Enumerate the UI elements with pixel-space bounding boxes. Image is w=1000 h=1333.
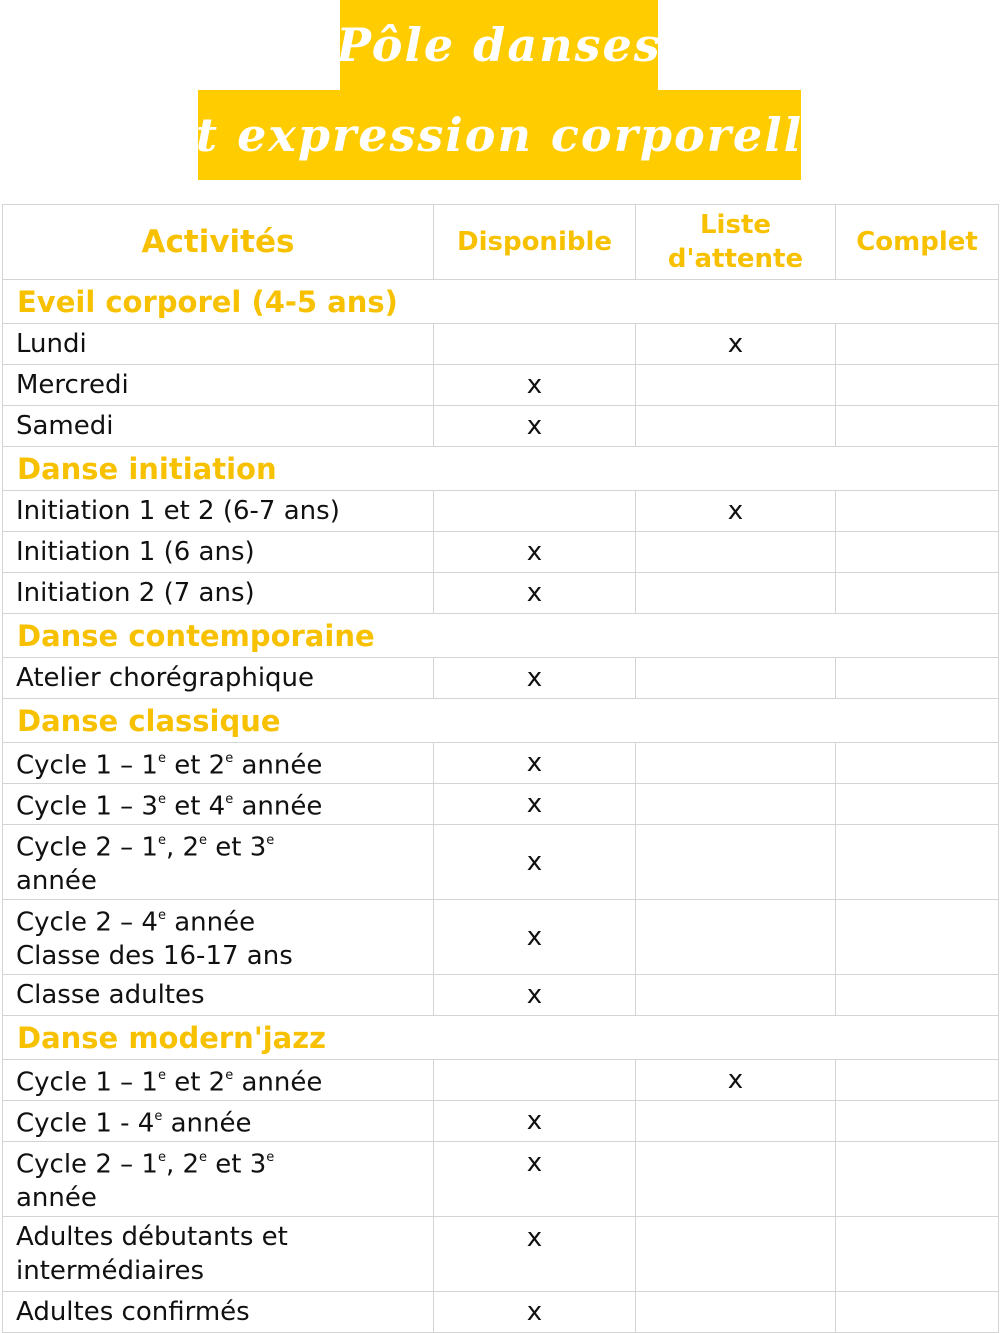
section-row	[3, 614, 999, 658]
section-row	[3, 280, 999, 324]
activity-name-part: et 2	[165, 750, 226, 781]
activity-name-part: et 2	[165, 1067, 226, 1098]
activity-name	[3, 784, 434, 825]
activity-name-part: Cycle 1 – 1	[16, 1067, 158, 1098]
activity-name-part: Cycle 2 – 1	[16, 1149, 158, 1180]
table-row	[3, 900, 999, 975]
cell-full	[836, 573, 999, 614]
activity-name-part: Cycle 2 – 4	[16, 907, 158, 938]
title-line-2: et expression corporelle	[198, 90, 801, 180]
cell-waitlist	[636, 532, 836, 573]
activity-name-text: Classe adultes	[16, 980, 205, 1010]
cell-available: x	[434, 975, 636, 1016]
activity-name	[3, 406, 434, 447]
ordinal-suffix: e	[157, 750, 166, 766]
table-row	[3, 1101, 999, 1142]
cell-full	[836, 1142, 999, 1217]
cell-waitlist	[636, 743, 836, 784]
section-title: Danse classique	[3, 699, 999, 743]
cell-available	[434, 1060, 636, 1101]
activity-name-text: Initiation 2 (7 ans)	[16, 578, 255, 608]
table-row	[3, 1217, 999, 1292]
cell-available: x	[434, 743, 636, 784]
activity-name-part: Cycle 1 - 4	[16, 1108, 155, 1139]
cell-full	[836, 1101, 999, 1142]
activity-name	[3, 975, 434, 1016]
table-row	[3, 825, 999, 900]
activity-name	[3, 900, 434, 975]
cell-full	[836, 406, 999, 447]
ordinal-suffix: e	[157, 907, 166, 923]
table-row	[3, 1060, 999, 1101]
cell-available: x	[434, 784, 636, 825]
activity-name-part: Cycle 1 – 3	[16, 791, 158, 822]
activity-name-part: et 3	[207, 832, 267, 863]
cell-full	[836, 975, 999, 1016]
activity-name-text: Adultes débutants et	[16, 1222, 288, 1252]
table-row	[3, 658, 999, 699]
cell-full	[836, 658, 999, 699]
activity-name-line2: intermédiaires	[16, 1256, 204, 1286]
table-row	[3, 532, 999, 573]
activity-name	[3, 365, 434, 406]
activity-name-part: , 2	[165, 1149, 200, 1180]
section-title: Danse contemporaine	[3, 614, 999, 658]
section-title: Danse modern'jazz	[3, 1016, 999, 1060]
activity-name-text: Atelier chorégraphique	[16, 663, 315, 693]
activity-name-part: , 2	[165, 832, 200, 863]
cell-full	[836, 324, 999, 365]
activity-name	[3, 1101, 434, 1142]
header-waitlist	[636, 205, 836, 280]
cell-waitlist	[636, 975, 836, 1016]
activity-name-part: Cycle 2 – 1	[16, 832, 158, 863]
activity-name-text: Initiation 1 (6 ans)	[16, 537, 255, 567]
activities-table	[2, 204, 999, 1333]
activity-name-text: Adultes confirmés	[16, 1297, 250, 1327]
cell-waitlist	[636, 658, 836, 699]
activity-name	[3, 491, 434, 532]
activity-name-text: Mercredi	[16, 370, 129, 400]
section-title: Eveil corporel (4-5 ans)	[3, 280, 999, 324]
ordinal-suffix: e	[266, 1149, 275, 1165]
cell-available: x	[434, 1142, 636, 1217]
section-title: Danse initiation	[3, 447, 999, 491]
cell-waitlist: x	[636, 491, 836, 532]
cell-full	[836, 784, 999, 825]
activity-name-text: Lundi	[16, 329, 87, 359]
section-row	[3, 447, 999, 491]
header-activities: Activités	[3, 205, 434, 280]
activity-name-part: Cycle 1 – 1	[16, 750, 158, 781]
cell-waitlist: x	[636, 1060, 836, 1101]
cell-full	[836, 900, 999, 975]
table-row	[3, 324, 999, 365]
cell-waitlist	[636, 1292, 836, 1333]
table-row	[3, 491, 999, 532]
cell-waitlist	[636, 784, 836, 825]
ordinal-suffix: e	[157, 1149, 166, 1165]
cell-available	[434, 491, 636, 532]
cell-available: x	[434, 1292, 636, 1333]
cell-full	[836, 825, 999, 900]
activity-name	[3, 324, 434, 365]
cell-waitlist	[636, 825, 836, 900]
activity-name-line2: année	[16, 866, 97, 897]
ordinal-suffix: e	[266, 832, 275, 848]
cell-waitlist	[636, 406, 836, 447]
activity-name-part: année	[233, 750, 323, 781]
table-row	[3, 784, 999, 825]
activity-name	[3, 1217, 434, 1292]
activity-name-line2: année	[16, 1183, 97, 1214]
cell-waitlist	[636, 1101, 836, 1142]
ordinal-suffix: e	[225, 1067, 234, 1083]
cell-waitlist	[636, 900, 836, 975]
table-row	[3, 1292, 999, 1333]
cell-available: x	[434, 365, 636, 406]
activity-name	[3, 658, 434, 699]
activity-name-part: année	[165, 907, 256, 938]
activity-name	[3, 573, 434, 614]
table-row	[3, 573, 999, 614]
cell-available: x	[434, 573, 636, 614]
cell-full	[836, 491, 999, 532]
activity-name	[3, 532, 434, 573]
activity-name	[3, 1142, 434, 1217]
cell-available: x	[434, 658, 636, 699]
activity-name-part: année	[233, 1067, 323, 1098]
header-waitlist-line1: Liste	[699, 210, 772, 240]
ordinal-suffix: e	[157, 791, 166, 807]
activity-name-part: et 3	[207, 1149, 267, 1180]
section-row	[3, 1016, 999, 1060]
activity-name-part: année	[162, 1108, 252, 1139]
cell-available: x	[434, 406, 636, 447]
activity-name	[3, 1292, 434, 1333]
cell-available: x	[434, 1217, 636, 1292]
cell-full	[836, 1292, 999, 1333]
cell-full	[836, 1217, 999, 1292]
table-row	[3, 975, 999, 1016]
cell-available: x	[434, 825, 636, 900]
table-row	[3, 1142, 999, 1217]
cell-full	[836, 1060, 999, 1101]
activity-name	[3, 743, 434, 784]
cell-full	[836, 743, 999, 784]
page-title	[0, 0, 1000, 200]
cell-waitlist	[636, 1217, 836, 1292]
activity-name-part: et 4	[165, 791, 226, 822]
activity-name	[3, 825, 434, 900]
title-line-1: Pôle danses	[340, 0, 658, 90]
header-full: Complet	[836, 205, 999, 280]
ordinal-suffix: e	[225, 791, 234, 807]
section-row	[3, 699, 999, 743]
cell-waitlist	[636, 1142, 836, 1217]
activity-name-text: Initiation 1 et 2 (6-7 ans)	[16, 496, 340, 526]
cell-available: x	[434, 900, 636, 975]
ordinal-suffix: e	[154, 1108, 163, 1124]
table-body	[3, 280, 999, 1333]
cell-waitlist	[636, 365, 836, 406]
ordinal-suffix: e	[157, 832, 166, 848]
header-waitlist-line2: d'attente	[667, 244, 804, 274]
activity-name	[3, 1060, 434, 1101]
cell-waitlist: x	[636, 324, 836, 365]
table-row	[3, 365, 999, 406]
table-row	[3, 406, 999, 447]
cell-full	[836, 532, 999, 573]
cell-available: x	[434, 1101, 636, 1142]
activity-name-text: Samedi	[16, 411, 114, 441]
cell-full	[836, 365, 999, 406]
table-header-row	[3, 205, 999, 280]
ordinal-suffix: e	[199, 1149, 208, 1165]
activity-name-part: année	[233, 791, 323, 822]
header-available: Disponible	[434, 205, 636, 280]
ordinal-suffix: e	[225, 750, 234, 766]
cell-available	[434, 324, 636, 365]
activity-name-line2: Classe des 16-17 ans	[16, 941, 293, 972]
table-row	[3, 743, 999, 784]
ordinal-suffix: e	[157, 1067, 166, 1083]
cell-available: x	[434, 532, 636, 573]
cell-waitlist	[636, 573, 836, 614]
ordinal-suffix: e	[199, 832, 208, 848]
